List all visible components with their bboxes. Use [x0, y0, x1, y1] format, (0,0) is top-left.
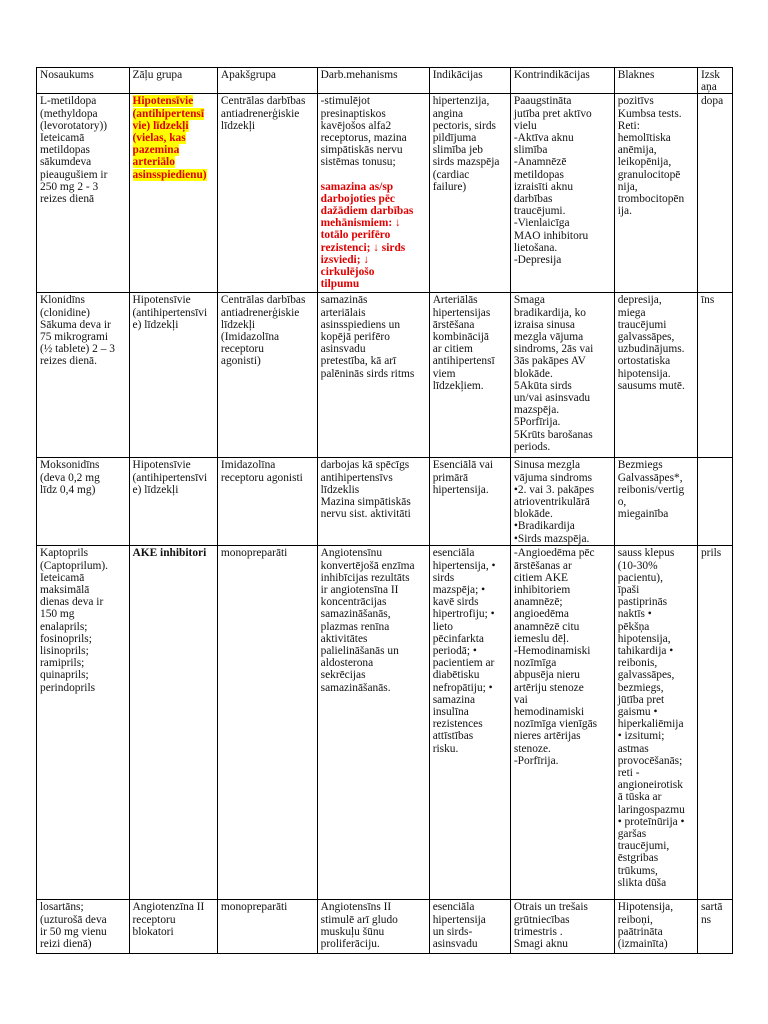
- header-group: Zāļu grupa: [129, 68, 217, 94]
- cell-subgroup: Imidazolīna receptoru agonisti: [217, 458, 317, 546]
- cell-mechanism: Angiotensīns II stimulē arī gludo muskuļu šūnu proliferāciju.: [317, 900, 429, 954]
- cell-contraindications: Otrais un trešais grūtniecības trimestris . Smagi aknu: [510, 900, 614, 954]
- cell-adverse: sauss klepus (10-30% pacientu), īpaši pastiprinās naktīs • pēkšņa hipotensija, tahikardija • reibonis, galvassāpes, bezmiegs, jūtība pret gaismu • hiperkaliēmija • izsitumi; astmas provocēšanās; reti - angioneirotisk ā tūska ar laringospazmu • proteīnūrija • garšas traucējumi, ēstgribas trūkums, slikta dūša: [614, 546, 697, 900]
- cell-mechanism-text: -stimulējot presinaptiskos kavējošos alfa2 receptorus, mazina simpātiskās nervu sistēmas tonusu;: [320, 95, 407, 169]
- cell-indications: Esenciālā vai primārā hipertensija.: [429, 458, 510, 546]
- cell-subgroup: monopreparāti: [217, 546, 317, 900]
- header-name: Nosaukums: [37, 68, 130, 94]
- cell-name: Moksonidīns (deva 0,2 mg līdz 0,4 mg): [37, 458, 130, 546]
- header-sound: Izsk aņa: [697, 68, 732, 94]
- table-header-row: [37, 68, 733, 94]
- cell-mechanism: darbojas kā spēcīgs antihipertensīvs līdzeklis Mazina simpātiskās nervu sist. aktivitāti: [317, 458, 429, 546]
- header-mechanism: Darb.mehanisms: [317, 68, 429, 94]
- cell-subgroup: Centrālas darbības antiadrenerģiskie līdzekļi (Imidazolīna receptoru agonisti): [217, 293, 317, 458]
- cell-name: L-metildopa (methyldopa (levorotatory)) Ieteicamā metildopas sākumdeva pieaugušiem ir 250 mg 2 - 3 reizes dienā: [37, 94, 130, 293]
- cell-indications: hipertenzija, angina pectoris, sirds pildījuma slimība jeb sirds mazspēja (cardiac failure): [429, 94, 510, 293]
- cell-adverse: pozitīvs Kumbsa tests. Reti: hemolītiska anēmija, leikopēnija, granulocitopē nija, trombocitopēn ija.: [614, 94, 697, 293]
- cell-group: AKE inhibitori: [129, 546, 217, 900]
- cell-sound: [697, 458, 732, 546]
- cell-sound: prils: [697, 546, 732, 900]
- cell-contraindications: -Angioedēma pēc ārstēšanas ar citiem AKE inhibitoriem anamnēzē; angioedēma anamnēzē citu iemeslu dēļ. -Hemodinamiski nozīmīga abpusēja nieru artēriju stenoze vai hemodinamiski nozīmīga vienīgās nieres artērijas stenoze. -Porfīrija.: [510, 546, 614, 900]
- cell-mechanism: samazinās arteriālais asinsspiediens un kopējā perifēro asinsvadu pretestība, kā arī palēninās sirds ritms: [317, 293, 429, 458]
- cell-indications: esenciāla hipertensija un sirds- asinsvadu: [429, 900, 510, 954]
- cell-mechanism: [317, 94, 429, 293]
- drug-table: [36, 67, 733, 954]
- cell-group: Hipotensīvie (antihipertensīvi e) līdzekļi: [129, 458, 217, 546]
- cell-name: losartāns; (uzturošā deva ir 50 mg vienu reizi dienā): [37, 900, 130, 954]
- cell-adverse: depresija, miega traucējumi galvassāpes, uzbudinājums. ortostatiska hipotensija. sausums mutē.: [614, 293, 697, 458]
- cell-contraindications: Sinusa mezgla vājuma sindroms •2. vai 3. pakāpes atrioventrikulārā blokāde. •Bradikardija •Sirds mazspēja.: [510, 458, 614, 546]
- header-indications: Indikācijas: [429, 68, 510, 94]
- cell-mechanism: Angiotensīnu konvertējošā enzīma inhibīcijas rezultāts ir angiotensīna II koncentrācijas samazināšanās, plazmas renīna aktivitātes palielināšanās un aldosterona sekrēcijas samazināšanās.: [317, 546, 429, 900]
- cell-adverse: Bezmiegs Galvassāpes*, reibonis/vertig o, miegainība: [614, 458, 697, 546]
- cell-sound: īns: [697, 293, 732, 458]
- table-row: [37, 900, 733, 954]
- cell-name: Klonidīns (clonidine) Sākuma deva ir 75 mikrogrami (½ tablete) 2 – 3 reizes dienā.: [37, 293, 130, 458]
- header-adverse: Blaknes: [614, 68, 697, 94]
- cell-group-highlight: Hipotensīvie (antihipertensī vie) līdzekļi (vielas, kas pazemina arteriālo asinsspiedienu): [132, 95, 207, 181]
- table-row: [37, 546, 733, 900]
- table-row: [37, 458, 733, 546]
- cell-group: [129, 94, 217, 293]
- cell-subgroup: monopreparāti: [217, 900, 317, 954]
- cell-subgroup: Centrālas darbības antiadrenerģiskie līdzekļi: [217, 94, 317, 293]
- cell-contraindications: Paaugstināta jutība pret aktīvo vielu -Aktīva aknu slimība -Anamnēzē metildopas izraisīti aknu darbības traucējumi. -Vienlaicīga MAO inhibitoru lietošana. -Depresija: [510, 94, 614, 293]
- header-subgroup: Apakšgrupa: [217, 68, 317, 94]
- cell-indications: Arteriālās hipertensijas ārstēšana kombinācijā ar citiem antihipertensī viem līdzekļiem.: [429, 293, 510, 458]
- cell-group: Angiotenzīna II receptoru blokatori: [129, 900, 217, 954]
- header-contraindications: Kontrindikācijas: [510, 68, 614, 94]
- table-row: [37, 293, 733, 458]
- cell-sound: sartā ns: [697, 900, 732, 954]
- cell-group: Hipotensīvie (antihipertensīvi e) līdzekļi: [129, 293, 217, 458]
- cell-sound: dopa: [697, 94, 732, 293]
- cell-indications: esenciāla hipertensija, • sirds mazspēja; • kavē sirds hipertrofiju; • lieto pēcinfarkta periodā; • pacientiem ar diabētisku nefropātiju; • samazina insulīna rezistences attīstības risku.: [429, 546, 510, 900]
- cell-name: Kaptoprils (Captoprilum). Ieteicamā maksimālā dienas deva ir 150 mg enalaprils; fosinoprils; lisinoprils; ramiprils; quinaprils; perindoprils: [37, 546, 130, 900]
- cell-contraindications: Smaga bradikardija, ko izraisa sinusa mezgla vājuma sindroms, 2ās vai 3ās pakāpes AV blokāde. 5Akūta sirds un/vai asinsvadu mazspēja. 5Porfīrija. 5Krūts barošanas periods.: [510, 293, 614, 458]
- table-row: [37, 94, 733, 293]
- cell-mechanism-red: samazina as/sp darbojoties pēc dažādiem darbības mehānismiem: ↓ totālo perifēro rezistenci; ↓ sirds izsviedi; ↓ cirkulējošo tilpumu: [320, 180, 414, 291]
- cell-adverse: Hipotensija, reiboņi, paātrināta (izmainīta): [614, 900, 697, 954]
